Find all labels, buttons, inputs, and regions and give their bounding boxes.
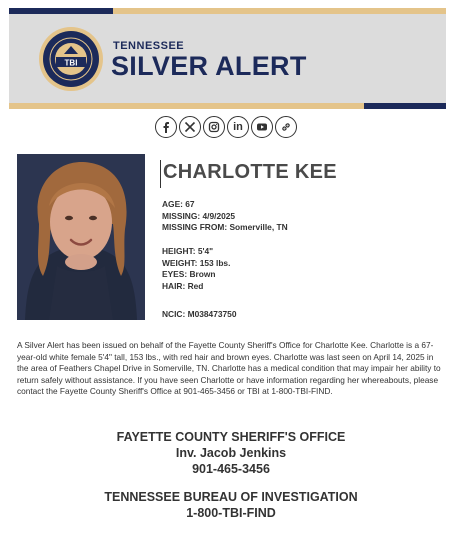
fact-eyes-value: Brown [189,269,216,279]
missing-person-photo [17,154,145,320]
fact-missing-label: MISSING: [162,210,201,221]
fact-missing-value: 4/9/2025 [202,210,236,221]
contact-sheriff-person: Inv. Jacob Jenkins [175,446,287,460]
banner-stripe-bottom-navy [364,103,446,109]
fact-eyes [162,269,230,281]
contact-tbi [0,489,462,521]
contact-sheriff-phone[interactable]: 901-465-3456 [192,462,270,476]
fact-missing-from [162,222,288,234]
person-name: CHARLOTTE KEE [163,161,337,183]
fact-hair-label: HAIR: [162,280,186,291]
fact-height-label: HEIGHT: [162,246,196,256]
linkedin-icon[interactable] [227,116,249,138]
alert-description: A Silver Alert has been issued on behalf of the Fayette County Sheriff's Office for Charlotte Kee. Charlotte is a 67-year-old white female 5'4" tall, 153 lbs., with red hair and brown eyes. Charlotte was last seen on April 14, 2025 in the area of Feathers Chapel Drive in Somerville, TN. Charlotte has a medical condition that may impair her ability to return safely without assistance. If you have seen Charlotte or have information regarding her whereabouts, please contact the Fayette County Sheriff's Office at 901-465-3456 or TBI at 1-800-TBI-FIND. [17,340,441,397]
text-cursor [160,160,161,188]
seal-text: TBI [64,58,78,68]
fact-hair-value: Red [187,280,204,291]
fact-height [162,246,230,258]
contact-sheriff [0,429,462,477]
contact-tbi-agency: TENNESSEE BUREAU OF INVESTIGATION [104,490,358,504]
banner-stripe-top-navy [9,8,113,14]
fact-ncic-label: NCIC: [162,309,186,319]
fact-ncic-value: M038473750 [187,309,237,319]
facts-missing [162,199,288,234]
fact-from-value: Somerville, TN [229,222,288,232]
x-icon[interactable] [179,116,201,138]
facebook-icon[interactable] [155,116,177,138]
fact-hair [162,281,230,293]
youtube-icon[interactable] [251,116,273,138]
fact-age [162,199,288,211]
facts-ncic [162,309,237,321]
tbi-seal-logo [38,26,104,92]
facts-physical [162,246,230,292]
fact-weight-label: WEIGHT: [162,257,198,268]
fact-weight [162,258,230,270]
fact-ncic [162,309,237,321]
fact-weight-value: 153 lbs. [199,257,231,268]
instagram-icon[interactable] [203,116,225,138]
fact-age-value: 67 [185,199,195,209]
contact-tbi-phone[interactable]: 1-800-TBI-FIND [186,506,276,520]
fact-missing-date [162,211,288,223]
contact-sheriff-agency: FAYETTE COUNTY SHERIFF'S OFFICE [116,430,346,444]
silver-alert-banner [9,8,446,109]
link-icon[interactable] [275,116,297,138]
banner-stripe-top-gold [113,8,446,14]
fact-height-value: 5'4" [197,246,214,256]
linkedin-glyph: in [233,121,243,133]
banner-title: SILVER ALERT [111,51,307,81]
social-share-bar [155,116,297,138]
fact-age-label: AGE: [162,199,183,209]
banner-state: TENNESSEE [113,40,185,52]
banner-stripe-bottom-gold [9,103,364,109]
fact-from-label: MISSING FROM: [162,222,228,232]
fact-eyes-label: EYES: [162,269,188,279]
